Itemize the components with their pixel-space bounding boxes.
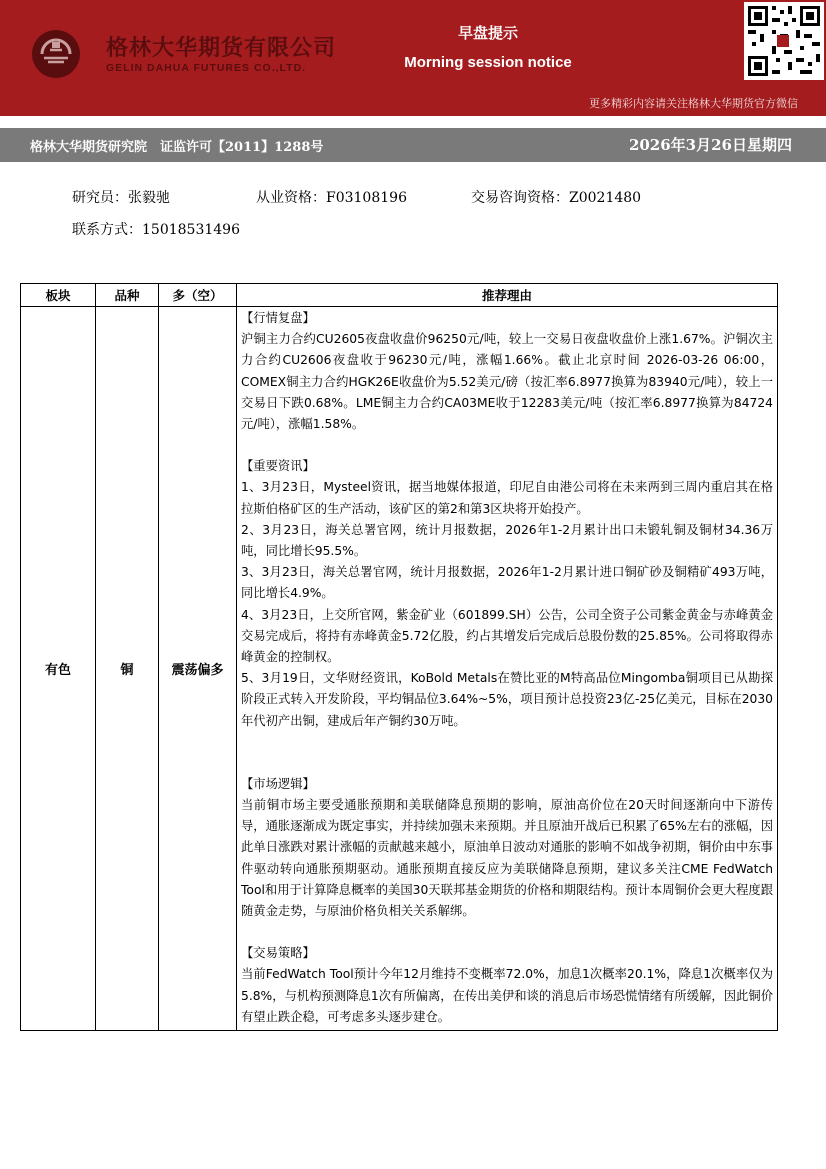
variety-cell: 铜 — [96, 307, 159, 1031]
advisory-qualification: 交易咨询资格：Z0021480 — [471, 190, 642, 206]
recommendation-table — [20, 283, 778, 1031]
direction-cell: 震荡偏多 — [159, 307, 237, 1031]
contact-info: 联系方式：15018531496 — [72, 222, 240, 238]
institute-license: 格林大华期货研究院 证监许可【2011】1288号 — [30, 140, 324, 155]
column-header-reason: 推荐理由 — [237, 284, 778, 307]
follow-wechat-note: 更多精彩内容请关注格林大华期货官方微信 — [589, 97, 798, 110]
market-logic-text: 当前铜市场主要受通胀预期和美联储降息预期的影响，原油高价位在20天时间逐渐向中下游传导，通胀逐渐成为既定事实，并持续加强未来预期。并且原油开战后已积累了65%左右的涨幅，因此单日涨跌对累计涨幅的贡献越来越小，原油单日波动对通胀的影响不如战争初期，铜价由中东事件驱动转向通胀预期驱动。通胀预期直接反应为美联储降息预期，建议多关注CME FedWatch Tool和用于计算降息概率的美国30天联邦基金期货的价格和期限结构。预计本周铜价会更大程度跟随黄金走势，与原油价格负相关关系解绑。 — [241, 798, 773, 919]
table-row — [21, 307, 778, 1031]
practice-qualification: 从业资格：F03108196 — [256, 190, 407, 206]
report-title-en: Morning session notice — [404, 54, 572, 71]
column-header-variety: 品种 — [96, 284, 159, 307]
table-header-row — [21, 284, 778, 307]
company-name-cn: 格林大华期货有限公司 — [106, 36, 337, 61]
column-header-direction: 多（空） — [159, 284, 237, 307]
news-item-5: 5、3月19日，文华财经资讯，KoBold Metals在赞比亚的M特高品位Mingomba铜项目已从勘探阶段正式转入开发阶段，平均铜品位3.64%~5%，项目预计总投资23亿-25亿美元，目标在2030年代初产出铜，建成后年产铜约30万吨。 — [241, 671, 773, 728]
market-review-text: 沪铜主力合约CU2605夜盘收盘价96250元/吨，较上一交易日夜盘收盘价上涨1.67%。沪铜次主力合约CU2606夜盘收于96230元/吨，涨幅1.66%。截止北京时间 2026-03-26 06:00，COMEX铜主力合约HGK26E收盘价为5.52美元/磅（按汇率6.8977换算为83940元/吨），较上一交易日下跌0.68%。LME铜主力合约CA03ME收于12283美元/吨（按汇率6.8977换算为84724元/吨），涨幅1.58%。 — [241, 332, 773, 432]
report-title-cn: 早盘提示 — [457, 24, 518, 42]
trading-strategy-title: 【交易策略】 — [241, 946, 315, 961]
report-date: 2026年3月26日星期四 — [628, 136, 792, 154]
news-item-3: 3、3月23日，海关总署官网，统计月报数据，2026年1-2月累计进口铜矿砂及铜精矿493万吨，同比增长4.9%。 — [241, 565, 773, 601]
market-logic-title: 【市场逻辑】 — [241, 776, 315, 791]
news-item-2: 2、3月23日，海关总署官网，统计月报数据，2026年1-2月累计出口未锻轧铜及铜材34.36万吨，同比增长95.5%。 — [241, 522, 773, 559]
section-spacer — [241, 435, 773, 456]
company-name-en: GELIN DAHUA FUTURES CO.,LTD. — [106, 62, 307, 74]
news-title: 【重要资讯】 — [241, 459, 315, 474]
researcher-name: 研究员：张毅驰 — [72, 190, 170, 206]
section-spacer — [241, 922, 773, 943]
sector-cell: 有色 — [21, 307, 96, 1031]
trading-strategy-text: 当前FedWatch Tool预计今年12月维持不变概率72.0%，加息1次概率20.1%，降息1次概率仅为5.8%，与机构预测降息1次有所偏离，在传出美伊和谈的消息后市场恐慌情绪有所缓解，因此铜价有望止跌企稳，可考虑多头逐步建仓。 — [241, 967, 773, 1024]
news-item-4: 4、3月23日，上交所官网，紫金矿业（601899.SH）公告，公司全资子公司紫金黄金与赤峰黄金交易完成后，将持有赤峰黄金5.72亿股，约占其增发后完成后总股份数的25.85%。公司将取得赤峰黄金的控制权。 — [241, 607, 773, 665]
qr-code-icon — [744, 2, 824, 80]
company-logo-icon — [30, 28, 82, 80]
column-header-sector: 板块 — [21, 284, 96, 307]
news-item-1: 1、3月23日，Mysteel资讯，据当地媒体报道，印尼自由港公司将在未来两到三周内重启其在格拉斯伯格矿区的生产活动，该矿区的第2和第3区块将开始投产。 — [241, 480, 773, 516]
reason-cell — [237, 307, 778, 1031]
section-spacer — [241, 732, 773, 774]
header-gap — [0, 116, 826, 128]
market-review-title: 【行情复盘】 — [241, 311, 315, 325]
